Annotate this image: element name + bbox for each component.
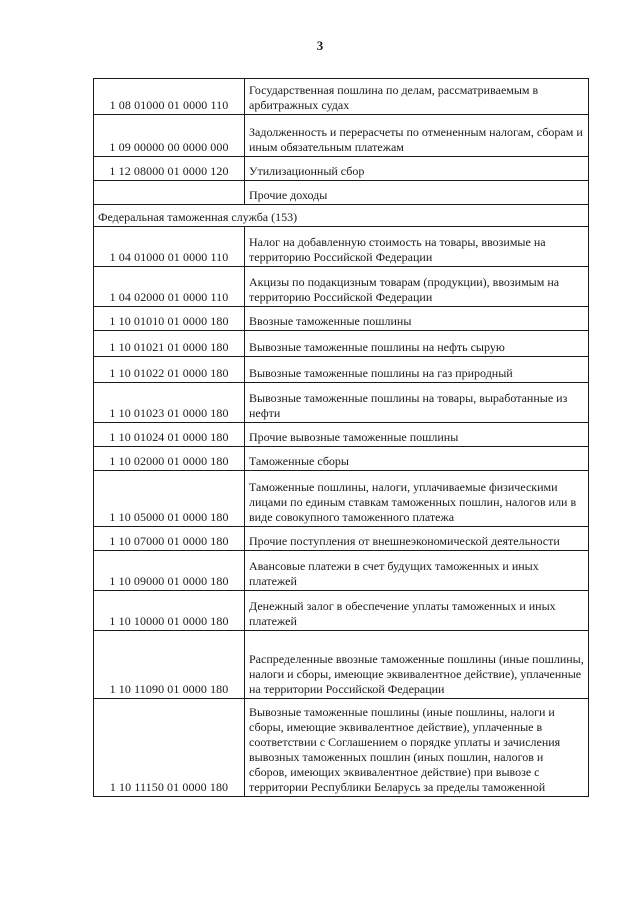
row-code: 1 10 01022 01 0000 180 [94,357,245,383]
rows-after-section [94,227,589,797]
table-row [94,527,589,551]
row-name: Авансовые платежи в счет будущих таможенных и иных платежей [245,551,589,591]
row-name: Прочие доходы [245,181,589,205]
table-row [94,115,589,157]
row-code: 1 04 02000 01 0000 110 [94,267,245,307]
row-code: 1 10 11090 01 0000 180 [94,631,245,699]
row-name: Вывозные таможенные пошлины на нефть сырую [245,331,589,357]
row-code [94,181,245,205]
page-number: 3 [316,38,324,53]
table-row [94,591,589,631]
row-name: Ввозные таможенные пошлины [245,307,589,331]
row-code: 1 10 01023 01 0000 180 [94,383,245,423]
row-code: 1 10 10000 01 0000 180 [94,591,245,631]
table-row [94,423,589,447]
row-code: 1 10 01021 01 0000 180 [94,331,245,357]
row-name: Прочие поступления от внешнеэкономической деятельности [245,527,589,551]
table-row [94,227,589,267]
table-row [94,551,589,591]
row-name: Вывозные таможенные пошлины (иные пошлины, налоги и сборы, имеющие эквивалентное действие), уплаченные в соответствии с Соглашением о порядке уплаты и зачисления вывозных таможенных пошлин (иных пошлин, налогов и сборов, имеющих эквивалентное действие) при вывозе с территории Республики Беларусь за пределы таможенной [245,699,589,797]
row-name: Прочие вывозные таможенные пошлины [245,423,589,447]
budget-classification-table [93,78,589,797]
rows-before-section [94,79,589,205]
row-name: Задолженность и перерасчеты по отмененным налогам, сборам и иным обязательным платежам [245,115,589,157]
table-row [94,631,589,699]
row-name: Денежный залог в обеспечение уплаты таможенных и иных платежей [245,591,589,631]
table-row [94,181,589,205]
table-row [94,699,589,797]
row-code: 1 10 02000 01 0000 180 [94,447,245,471]
row-code: 1 10 01024 01 0000 180 [94,423,245,447]
row-code: 1 08 01000 01 0000 110 [94,79,245,115]
table-row [94,383,589,423]
table-row [94,331,589,357]
section-title: Федеральная таможенная служба (153) [94,205,589,227]
row-name: Вывозные таможенные пошлины на газ природный [245,357,589,383]
row-code: 1 09 00000 00 0000 000 [94,115,245,157]
table-row [94,157,589,181]
row-name: Акцизы по подакцизным товарам (продукции), ввозимым на территорию Российской Федерации [245,267,589,307]
row-name: Вывозные таможенные пошлины на товары, выработанные из нефти [245,383,589,423]
table-row [94,79,589,115]
row-name: Таможенные сборы [245,447,589,471]
section-header [94,205,589,227]
row-name: Налог на добавленную стоимость на товары, ввозимые на территорию Российской Федерации [245,227,589,267]
row-code: 1 10 07000 01 0000 180 [94,527,245,551]
table-row [94,471,589,527]
table-row [94,357,589,383]
row-name: Утилизационный сбор [245,157,589,181]
row-name: Государственная пошлина по делам, рассматриваемым в арбитражных судах [245,79,589,115]
table-row [94,447,589,471]
row-code: 1 12 08000 01 0000 120 [94,157,245,181]
row-code: 1 10 05000 01 0000 180 [94,471,245,527]
row-name: Таможенные пошлины, налоги, уплачиваемые физическими лицами по единым ставкам таможенных пошлин, налогов или в виде совокупного таможенного платежа [245,471,589,527]
row-code: 1 04 01000 01 0000 110 [94,227,245,267]
table-row [94,307,589,331]
row-code: 1 10 11150 01 0000 180 [94,699,245,797]
row-code: 1 10 01010 01 0000 180 [94,307,245,331]
row-name: Распределенные ввозные таможенные пошлины (иные пошлины, налоги и сборы, имеющие эквивалентное действие), уплаченные на территории Российской Федерации [245,631,589,699]
section-row [94,205,589,227]
row-code: 1 10 09000 01 0000 180 [94,551,245,591]
table-row [94,267,589,307]
